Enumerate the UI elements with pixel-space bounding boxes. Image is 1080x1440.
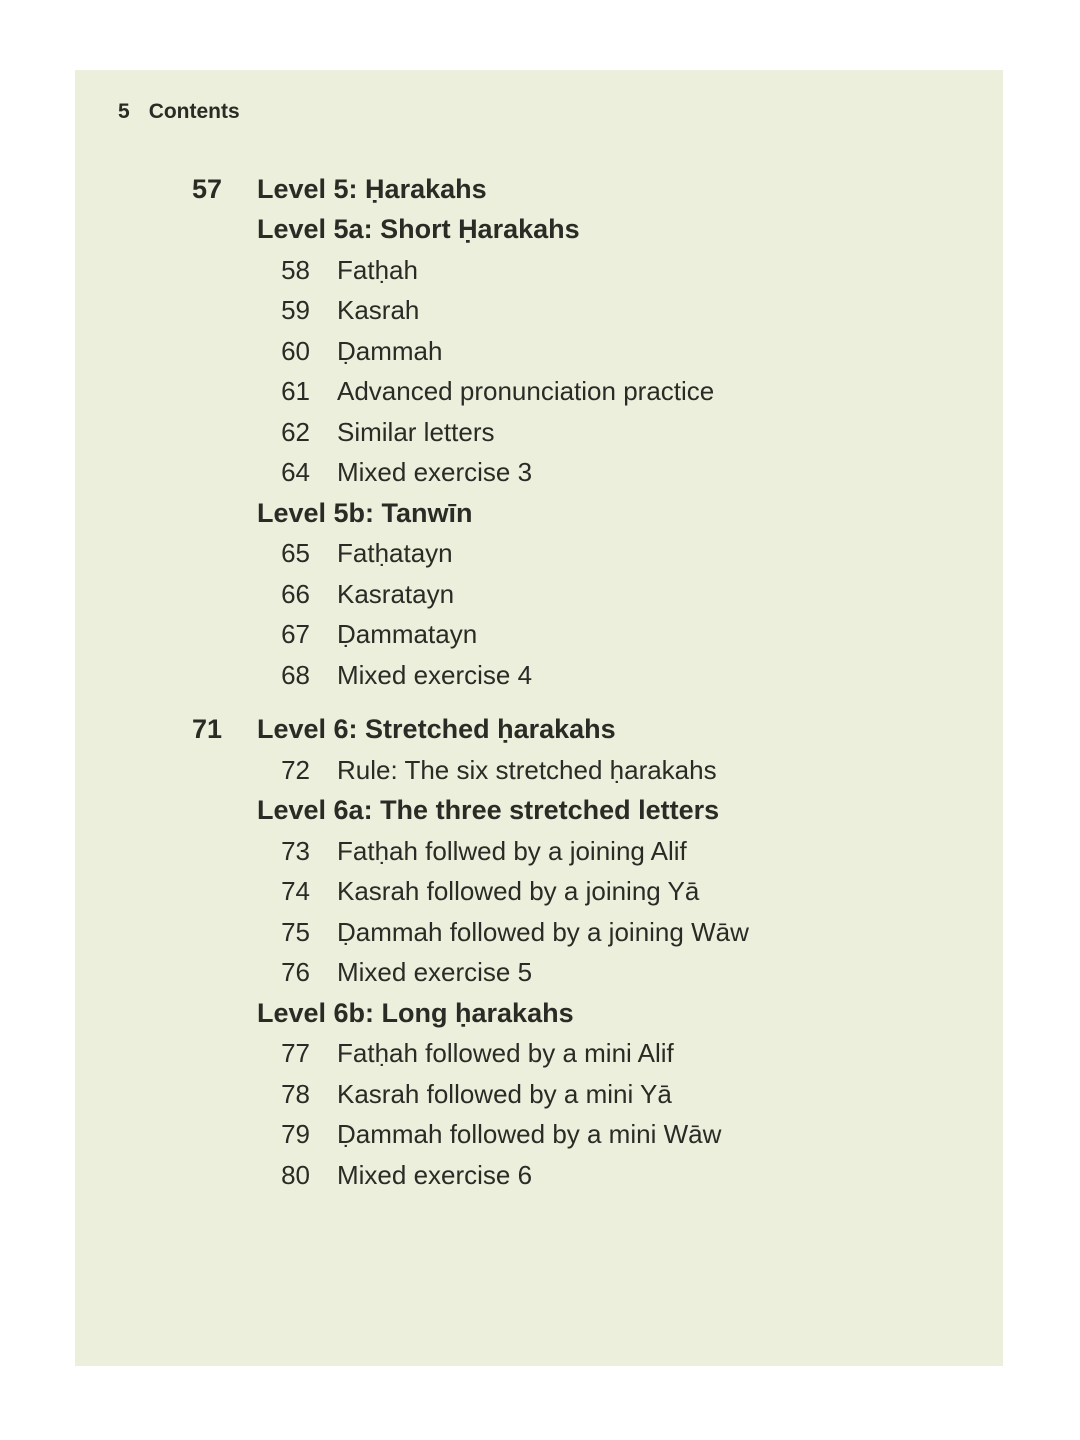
- toc-row-entry: [75, 750, 1003, 791]
- toc-label: Level 6: Stretched ḥarakahs: [257, 714, 616, 745]
- toc-label: Level 6a: The three stretched letters: [257, 795, 720, 826]
- toc-page-number: 58: [281, 254, 310, 285]
- toc-label: Fatḥatayn: [337, 538, 453, 569]
- toc-label: Ḍammah followed by a joining Wāw: [337, 916, 749, 947]
- toc-label: Level 6b: Long ḥarakahs: [257, 997, 574, 1028]
- toc-row-entry: [75, 1115, 1003, 1156]
- toc-list: [75, 169, 1003, 1196]
- toc-row-entry: [75, 872, 1003, 913]
- toc-page-number: 64: [281, 457, 310, 488]
- toc-label: Fatḥah follwed by a joining Alif: [337, 835, 687, 866]
- page-header-title: Contents: [148, 100, 240, 123]
- toc-row-section: [75, 493, 1003, 534]
- toc-page-number: 61: [281, 376, 310, 407]
- toc-label: Ḍammah: [337, 335, 443, 366]
- toc-row-entry: [75, 953, 1003, 994]
- toc-page-number: 59: [281, 295, 310, 326]
- toc-label: Fatḥah followed by a mini Alif: [337, 1038, 674, 1069]
- toc-row-entry: [75, 615, 1003, 656]
- toc-row-chapter: [75, 710, 1003, 751]
- toc-row-entry: [75, 291, 1003, 332]
- toc-row-entry: [75, 1155, 1003, 1196]
- toc-row-entry: [75, 250, 1003, 291]
- toc-label: Mixed exercise 6: [337, 1159, 533, 1190]
- toc-row-entry: [75, 1074, 1003, 1115]
- toc-row-entry: [75, 1034, 1003, 1075]
- toc-page-number: 66: [281, 578, 310, 609]
- toc-label: Kasratayn: [337, 578, 455, 609]
- book-page: [75, 70, 1003, 1366]
- toc-label: Ḍammatayn: [337, 619, 478, 650]
- toc-label: Similar letters: [337, 416, 495, 447]
- toc-row-entry: [75, 331, 1003, 372]
- toc-page-number: 67: [281, 619, 310, 650]
- toc-row-entry: [75, 574, 1003, 615]
- page-number: 5: [118, 100, 130, 123]
- toc-page-number: 57: [191, 173, 222, 204]
- toc-page-number: 79: [281, 1119, 310, 1150]
- toc-label: Mixed exercise 3: [337, 457, 533, 488]
- toc-page-number: 68: [281, 659, 310, 690]
- toc-label: Rule: The six stretched ḥarakahs: [337, 754, 717, 785]
- toc-label: Kasrah followed by a mini Yā: [337, 1078, 672, 1109]
- toc-row-section: [75, 993, 1003, 1034]
- page-header: [118, 100, 240, 124]
- toc-label: Kasrah: [337, 295, 420, 326]
- toc-row-entry: [75, 453, 1003, 494]
- toc-label: Ḍammah followed by a mini Wāw: [337, 1119, 722, 1150]
- toc-page-number: 71: [191, 714, 222, 745]
- toc-page-number: 77: [281, 1038, 310, 1069]
- toc-page-number: 78: [281, 1078, 310, 1109]
- toc-row-chapter: [75, 169, 1003, 210]
- toc-row-entry: [75, 831, 1003, 872]
- toc-page-number: 76: [281, 957, 310, 988]
- toc-label: Level 5: Ḥarakahs: [257, 173, 487, 204]
- toc-row-section: [75, 791, 1003, 832]
- toc-page-number: 65: [281, 538, 310, 569]
- toc-label: Advanced pronunciation practice: [337, 376, 715, 407]
- toc-row-entry: [75, 655, 1003, 696]
- toc-row-section: [75, 210, 1003, 251]
- toc-page-number: 74: [281, 876, 310, 907]
- toc-page-number: 75: [281, 916, 310, 947]
- toc-label: Kasrah followed by a joining Yā: [337, 876, 700, 907]
- toc-page-number: 72: [281, 754, 310, 785]
- toc-label: Fatḥah: [337, 254, 418, 285]
- toc-row-entry: [75, 372, 1003, 413]
- toc-label: Mixed exercise 4: [337, 659, 533, 690]
- toc-label: Mixed exercise 5: [337, 957, 533, 988]
- toc-row-entry: [75, 534, 1003, 575]
- toc-page-number: 60: [281, 335, 310, 366]
- toc-page-number: 80: [281, 1159, 310, 1190]
- toc-page-number: 62: [281, 416, 310, 447]
- toc-row-entry: [75, 912, 1003, 953]
- toc-page-number: 73: [281, 835, 310, 866]
- toc-label: Level 5a: Short Ḥarakahs: [257, 214, 580, 245]
- toc-row-entry: [75, 412, 1003, 453]
- toc-label: Level 5b: Tanwīn: [257, 497, 473, 528]
